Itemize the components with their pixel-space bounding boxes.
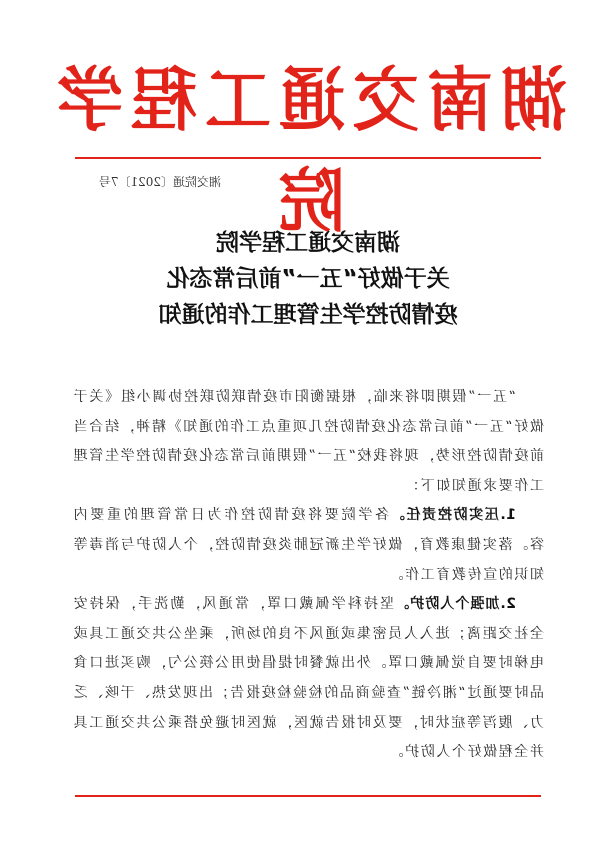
section-2-paragraph: [72, 590, 544, 768]
masthead-title: 湖南交通工程学院: [49, 59, 567, 242]
section-1-paragraph: [72, 501, 544, 590]
section-2-heading: 2.加强个人防护。: [394, 596, 516, 613]
title-line-2: 关于做好“五一”前后常态化: [166, 266, 450, 292]
intro-paragraph: “五一”假期即将来临，根据衡阳市疫情联防联控协调小组《关于做好“五一”前后常态化疫情防控几项重点工作的通知》精神，结合当前疫情防控形势，现将我校“五一”假期前后常态化疫情防控学生管理工作要求通知如下：: [72, 389, 544, 494]
section-1-heading: 1.压实防控责任。: [389, 507, 516, 524]
notice-title: [60, 225, 556, 333]
red-rule-top: [75, 157, 541, 159]
title-line-1: 湖南交通工程学院: [216, 230, 400, 256]
red-rule-bottom: [75, 795, 541, 797]
title-line-3: 疫情防控学生管理工作的通知: [158, 302, 458, 328]
section-2-text: 坚持科学佩戴口罩，常通风，勤洗手，保持安全社交距离；进入人员密集或通风不良的场所，乘坐公共交通工具或电梯时要自觉佩戴口罩。外出就餐时提倡使用公筷公勺，购买进口食品时要通过“湘冷链”查验商品的检验检疫报告；出现发热、干咳、乏力、腹泻等症状时，要及时报告就医，就医时避免搭乘公共交通工具并全程做好个人防护。: [71, 596, 544, 761]
document-number: 湘交院通〔2021〕7号: [98, 175, 221, 189]
notice-body: [72, 383, 544, 768]
section-1-text: 各学院要将疫情防控作为日常管理的重要内容。落实健康教育，做好学生新冠肺炎疫情防控，个人防护与消毒等知识的宣传教育工作。: [71, 507, 544, 583]
